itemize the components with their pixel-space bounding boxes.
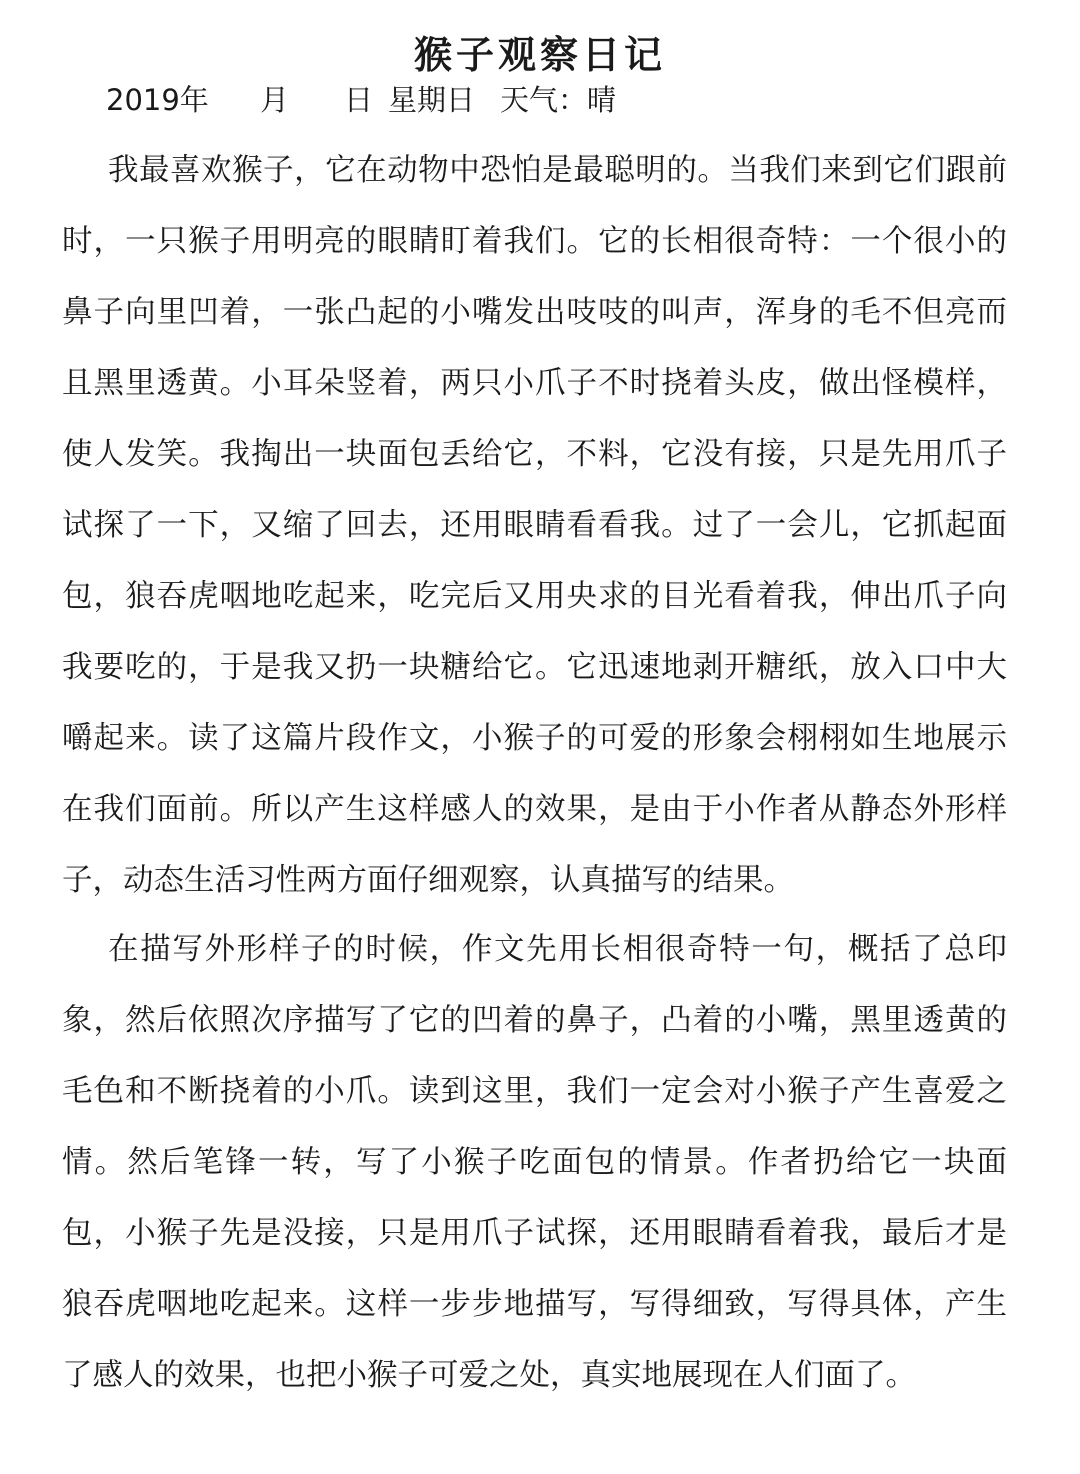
date-year: 2019年 bbox=[106, 83, 209, 117]
paragraph-2: 在描写外形样子的时候，作文先用长相很奇特一句，概括了总印象，然后依照次序描写了它的凹着的鼻子，凸着的小嘴，黑里透黄的毛色和不断挠着的小爪。读到这里，我们一定会对小猴子产生喜爱之情。然后笔锋一转，写了小猴子吃面包的情景。作者扔给它一块面包，小猴子先是没接，只是用爪子试探，还用眼睛看着我，最后才是狼吞虎咽地吃起来。这样一步步地描写，写得细致，写得具体，产生了感人的效果，也把小猴子可爱之处，真实地展现在人们面了。 bbox=[62, 932, 1007, 1393]
paragraph-1: 我最喜欢猴子，它在动物中恐怕是最聪明的。当我们来到它们跟前时，一只猴子用明亮的眼睛盯着我们。它的长相很奇特：一个很小的鼻子向里凹着，一张凸起的小嘴发出吱吱的叫声，浑身的毛不但亮而且黑里透黄。小耳朵竖着，两只小爪子不时挠着头皮，做出怪模样，使人发笑。我掏出一块面包丢给它，不料，它没有接，只是先用爪子试探了一下，又缩了回去，还用眼睛看看我。过了一会儿，它抓起面包，狼吞虎咽地吃起来，吃完后又用央求的目光看着我，伸出爪子向我要吃的，于是我又扔一块糖给它。它迅速地剥开糖纸，放入口中大嚼起来。读了这篇片段作文，小猴子的可爱的形象会栩栩如生地展示在我们面前。所以产生这样感人的效果，是由于小作者从静态外形样子，动态生活习性两方面仔细观察，认真描写的结果。 bbox=[62, 153, 1007, 898]
date-weekday: 星期日 bbox=[388, 83, 476, 117]
weather: 天气：晴 bbox=[500, 83, 617, 117]
date-day: 日 bbox=[344, 83, 374, 117]
date-weather-line bbox=[106, 80, 616, 120]
document-title: 猴子观察日记 bbox=[413, 33, 666, 78]
date-month: 月 bbox=[260, 83, 290, 117]
